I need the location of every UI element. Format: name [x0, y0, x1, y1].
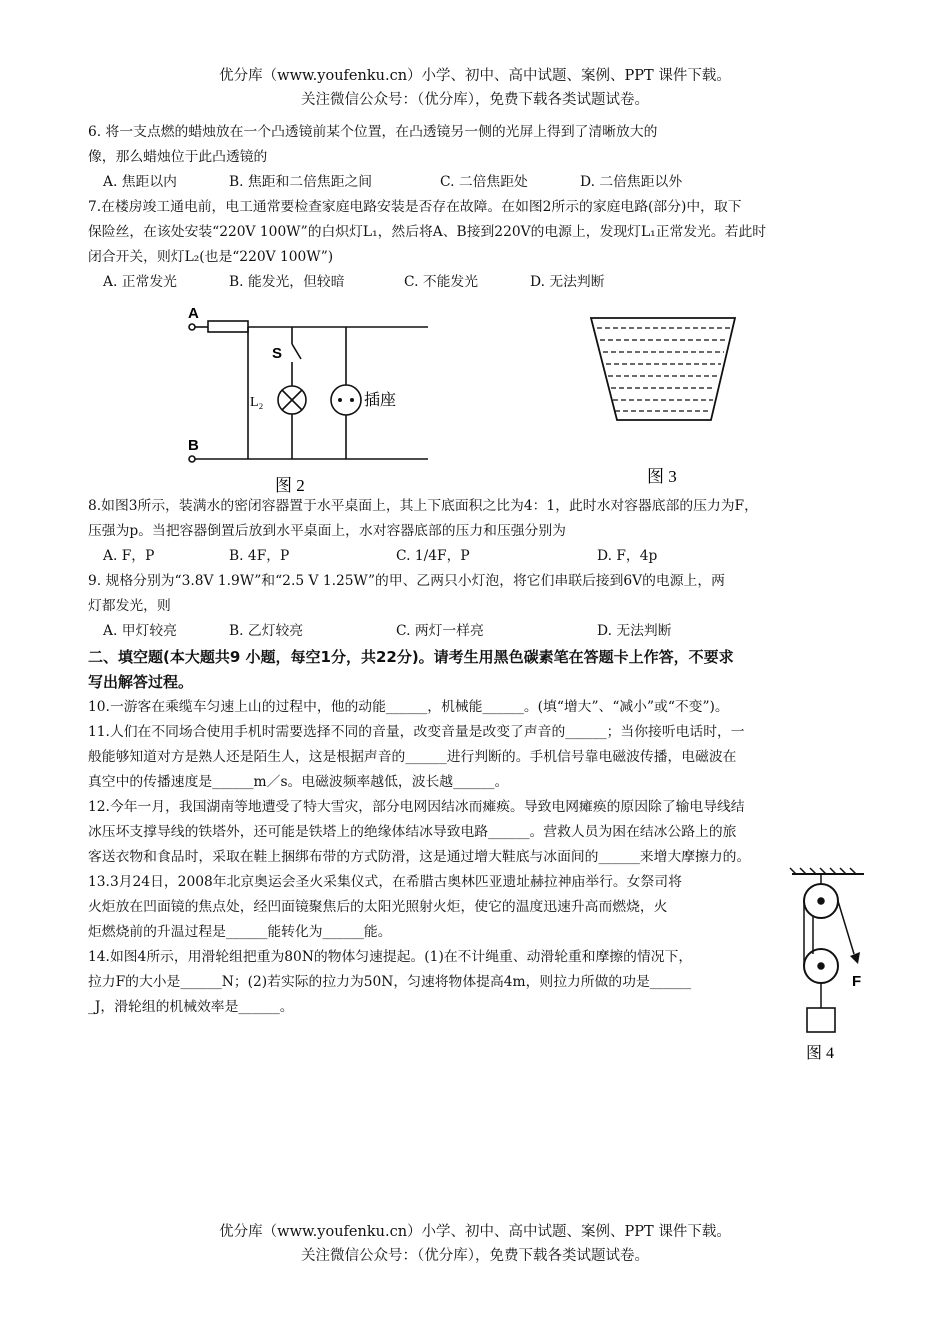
header-line-2: 关注微信公众号：（优分库），免费下载各类试题试卷。	[301, 92, 649, 108]
q9-option-a: A. 甲灯较亮	[103, 623, 177, 639]
q11-line-1: 11.人们在不同场合使用手机时需要选择不同的音量，改变音量是改变了声音的______；当你接听电话时，一	[88, 724, 745, 740]
q9-line-2: 灯都发光，则	[88, 598, 171, 614]
q7-option-b: B. 能发光，但较暗	[229, 274, 345, 290]
q8-option-b: B. 4F，P	[229, 548, 290, 564]
q10-line-1: 10.一游客在乘缆车匀速上山的过程中，他的动能______，机械能______。(填“增大”、“减小”或“不变”)。	[88, 699, 729, 715]
fig2-label-b: B	[188, 437, 199, 454]
q6-option-c: C. 二倍焦距处	[440, 174, 528, 190]
q13-line-2: 火炬放在凹面镜的焦点处，经凹面镜聚焦后的太阳光照射火炬，使它的温度迅速升高而燃烧，火	[88, 899, 668, 915]
fig2-label-s: S	[272, 345, 283, 362]
q12-line-3: 客送衣物和食品时，采取在鞋上捆绑布带的方式防滑，这是通过增大鞋底与冰面间的______来增大摩擦力的。	[88, 849, 751, 865]
q7-line-2: 保险丝，在该处安装“220V 100W”的白炽灯L₁，然后将A、B接到220V的电源上，发现灯L₁正常发光。若此时	[88, 224, 767, 240]
switch-s	[292, 344, 301, 359]
fig2-label-l2: L₂	[250, 395, 264, 410]
footer-line-2: 关注微信公众号：（优分库），免费下载各类试题试卷。	[301, 1248, 649, 1264]
q9-line-1: 9. 规格分别为“3.8V 1.9W”和“2.5 V 1.25W”的甲、乙两只小灯泡，将它们串联后接到6V的电源上，两	[88, 573, 725, 589]
header-line-1: 优分库（www.youfenku.cn）小学、初中、高中试题、案例、PPT 课件下载。	[219, 68, 731, 84]
socket	[331, 385, 361, 415]
q8-line-1: 8.如图3所示，装满水的密闭容器置于水平桌面上，其上下底面积之比为4：1，此时水对容器底部的压力为F，	[88, 498, 758, 514]
q14-line-2: 拉力F的大小是______N；(2)若实际的拉力为50N，匀速将物体提高4m，则拉力所做的功是______	[88, 974, 692, 990]
q6-option-d: D. 二倍焦距以外	[580, 174, 683, 190]
q7-option-d: D. 无法判断	[530, 274, 605, 290]
section-2-heading-line-1: 二、填空题(本大题共9 小题，每空1分，共22分)。请考生用黑色碳素笔在答题卡上作答，不要求	[88, 648, 734, 666]
q12-line-2: 冰压坏支撑导线的铁塔外，还可能是铁塔上的绝缘体结冰导致电路______。营救人员为困在结冰公路上的旅	[88, 824, 737, 840]
q14-line-1: 14.如图4所示，用滑轮组把重为80N的物体匀速提起。(1)在不计绳重、动滑轮重和摩擦的情况下，	[88, 949, 693, 965]
q7-option-c: C. 不能发光	[404, 274, 479, 290]
q14-line-3: _J，滑轮组的机械效率是______。	[88, 999, 294, 1015]
fig4-caption: 图 4	[806, 1045, 835, 1062]
figure-2-circuit	[180, 296, 440, 496]
footer-line-1: 优分库（www.youfenku.cn）小学、初中、高中试题、案例、PPT 课件下载。	[219, 1224, 731, 1240]
q6-line-1: 6. 将一支点燃的蜡烛放在一个凸透镜前某个位置，在凸透镜另一侧的光屏上得到了清晰放大的	[88, 124, 658, 140]
q13-line-1: 13.3月24日，2008年北京奥运会圣火采集仪式，在希腊古奥林匹亚遗址赫拉神庙举行。女祭司将	[88, 874, 682, 890]
figure-4-pulley	[788, 866, 868, 1066]
figure-3-container	[585, 310, 745, 490]
q6-line-2: 像，那么蜡烛位于此凸透镜的	[88, 149, 268, 165]
q8-option-d: D. F，4p	[597, 548, 658, 564]
fuse	[208, 321, 248, 332]
q8-option-a: A. F，P	[103, 548, 155, 564]
fig4-label-f: F	[852, 973, 862, 990]
q9-option-c: C. 两灯一样亮	[396, 623, 484, 639]
weight-block	[807, 1008, 835, 1032]
section-2-heading-line-2: 写出解答过程。	[88, 673, 194, 691]
q6-option-b: B. 焦距和二倍焦距之间	[229, 174, 373, 190]
q7-option-a: A. 正常发光	[103, 274, 177, 290]
q11-line-2: 般能够知道对方是熟人还是陌生人，这是根据声音的______进行判断的。手机信号靠电磁波传播，电磁波在	[88, 749, 737, 765]
fig3-caption: 图 3	[647, 467, 677, 486]
q9-option-d: D. 无法判断	[597, 623, 672, 639]
q7-line-1: 7.在楼房竣工通电前，电工通常要检查家庭电路安装是否存在故障。在如图2所示的家庭电路(部分)中，取下	[88, 199, 742, 215]
q11-line-3: 真空中的传播速度是______m／s。电磁波频率越低，波长越______。	[88, 774, 509, 790]
q8-option-c: C. 1/4F，P	[396, 548, 470, 564]
q8-line-2: 压强为p。当把容器倒置后放到水平桌面上，水对容器底部的压力和压强分别为	[88, 523, 566, 539]
q12-line-1: 12.今年一月，我国湖南等地遭受了特大雪灾，部分电网因结冰而瘫痪。导致电网瘫痪的原因除了输电导线结	[88, 799, 745, 815]
fig2-label-a: A	[188, 305, 199, 322]
fig2-caption: 图 2	[275, 476, 305, 495]
q13-line-3: 炬燃烧前的升温过程是______能转化为______能。	[88, 924, 392, 940]
q6-option-a: A. 焦距以内	[103, 174, 177, 190]
q9-option-b: B. 乙灯较亮	[229, 623, 304, 639]
q7-line-3: 闭合开关，则灯L₂(也是“220V 100W”)	[88, 249, 334, 265]
fig2-label-socket: 插座	[364, 390, 397, 409]
